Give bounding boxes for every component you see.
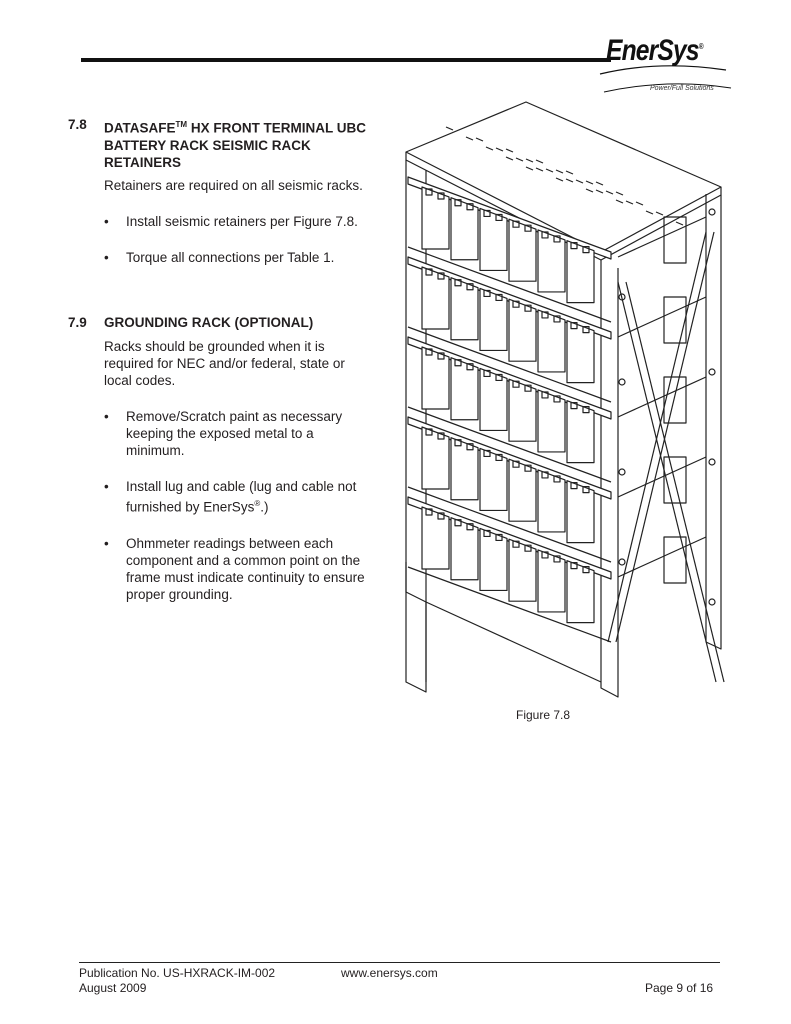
footer-page-number: Page 9 of 16 <box>645 981 714 995</box>
battery-module <box>451 518 478 580</box>
section-7-9 <box>68 314 373 603</box>
section-title: GROUNDING RACK (OPTIONAL) <box>104 315 314 330</box>
logo-wordmark: EnerSys® <box>606 34 703 67</box>
bolt-icon <box>709 209 715 215</box>
bolt-icon <box>709 459 715 465</box>
footer-website: www.enersys.com <box>341 966 438 980</box>
figure-caption: Figure 7.8 <box>516 708 571 722</box>
rack-foot <box>406 562 426 682</box>
battery-module <box>422 267 449 329</box>
deck-slot <box>446 127 453 130</box>
section-7-8-intro: Retainers are required on all seismic racks. <box>104 177 363 193</box>
bolt-icon <box>619 379 625 385</box>
section-number: 7.8 <box>68 117 87 132</box>
battery-module <box>538 230 565 292</box>
footer-date: August 2009 <box>79 981 147 995</box>
battery-module <box>567 401 594 463</box>
battery-module <box>567 241 594 303</box>
battery-module <box>422 507 449 569</box>
battery-module <box>451 278 478 340</box>
section-7-9-intro: Racks should be grounded when it is required for NEC and/or federal, state or local codes. <box>104 339 345 388</box>
battery-module <box>509 219 536 281</box>
list-item: • Ohmmeter readings between each component and a common point on the frame must indicate continuity to ensure proper grounding. <box>104 535 365 602</box>
battery-module <box>567 481 594 543</box>
battery-module <box>567 321 594 383</box>
battery-module <box>538 390 565 452</box>
battery-module <box>451 438 478 500</box>
battery-module <box>509 379 536 441</box>
deck-slot <box>676 222 683 225</box>
list-item: • Install lug and cable (lug and cable not furnished by EnerSys®.) <box>104 479 357 515</box>
rack-back-right-post <box>706 194 721 649</box>
logo-tagline: Power/Full Solutions <box>650 85 714 92</box>
tier-side-rail <box>618 377 706 417</box>
battery-module <box>480 288 507 350</box>
section-title: DATASAFE™ HX FRONT TERMINAL UBC BATTERY RACK SEISMIC RACK RETAINERS <box>104 120 367 170</box>
list-item: • Torque all connections per Table 1. <box>104 249 335 265</box>
battery-module <box>480 208 507 270</box>
section-7-8-heading <box>68 116 373 171</box>
battery-module <box>451 198 478 260</box>
battery-module <box>538 470 565 532</box>
battery-module <box>422 347 449 409</box>
section-7-9-heading <box>68 314 373 331</box>
battery-module <box>422 187 449 249</box>
battery-module <box>509 539 536 601</box>
battery-module <box>422 427 449 489</box>
side-cross-brace <box>618 282 716 682</box>
header-rule <box>81 58 611 62</box>
battery-rack-figure <box>396 82 736 702</box>
battery-module <box>509 459 536 521</box>
battery-module <box>567 561 594 623</box>
battery-module <box>509 299 536 361</box>
section-number: 7.9 <box>68 315 87 330</box>
rack-front-right-post <box>601 260 618 697</box>
bolt-icon <box>709 599 715 605</box>
side-cross-brace <box>626 282 724 682</box>
battery-module <box>451 358 478 420</box>
battery-module <box>538 550 565 612</box>
side-slot <box>664 377 686 423</box>
footer-rule <box>79 962 720 963</box>
footer-publication: Publication No. US-HXRACK-IM-002 <box>79 966 276 980</box>
bolt-icon <box>619 559 625 565</box>
battery-module <box>480 368 507 430</box>
list-item: • Install seismic retainers per Figure 7.8. <box>104 213 358 229</box>
battery-module <box>480 448 507 510</box>
side-slot <box>664 297 686 343</box>
list-item: • Remove/Scratch paint as necessary keeping the exposed metal to a minimum. <box>104 409 343 458</box>
battery-module <box>538 310 565 372</box>
section-7-8 <box>68 116 373 266</box>
bolt-icon <box>709 369 715 375</box>
bolt-icon <box>619 469 625 475</box>
battery-module <box>480 528 507 590</box>
